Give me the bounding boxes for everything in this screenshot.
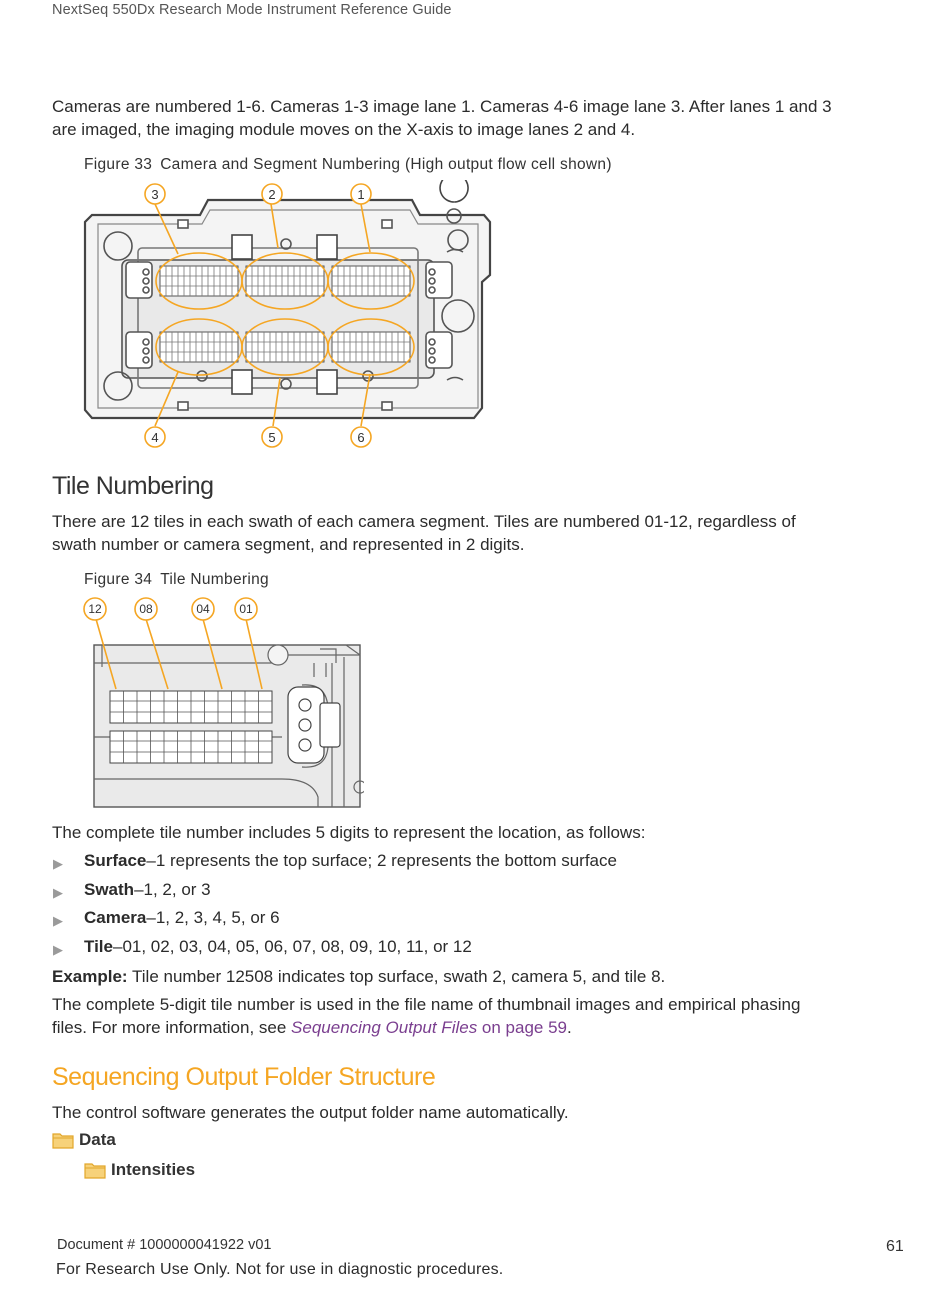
figure-33-title: Camera and Segment Numbering (High output flow cell shown) (160, 156, 612, 173)
file-name-paragraph (52, 993, 800, 1039)
running-header: NextSeq 550Dx Research Mode Instrument Reference Guide (52, 2, 452, 18)
tile-callout-04: 04 (196, 602, 210, 616)
list-item-desc: –1 represents the top surface; 2 represents the bottom surface (146, 851, 617, 870)
intro-line-1: Cameras are numbered 1-6. Cameras 1-3 image lane 1. Cameras 4-6 image lane 3. After lanes 1 and 3 (52, 97, 832, 116)
file-line-2-suffix: . (567, 1018, 572, 1037)
footer-ruo-notice: For Research Use Only. Not for use in diagnostic procedures. (56, 1261, 504, 1278)
figure-34-title: Tile Numbering (160, 571, 269, 588)
tile-numbering-section-heading (52, 472, 214, 501)
camera-callout-1: 1 (357, 187, 365, 202)
intro-line-2: are imaged, the imaging module moves on the X-axis to image lanes 2 and 4. (52, 120, 636, 139)
output-folder-text: The control software generates the output folder name automatically. (52, 1103, 569, 1122)
figure-33-caption (84, 156, 612, 174)
bullet-triangle-icon: ▶ (53, 856, 63, 871)
tile-line-2: swath number or camera segment, and represented in 2 digits. (52, 535, 525, 554)
folder-intensities-label: Intensities (111, 1160, 196, 1179)
folder-data-label: Data (79, 1130, 116, 1149)
list-item-desc: –01, 02, 03, 04, 05, 06, 07, 08, 09, 10, 11, or 12 (112, 937, 472, 957)
output-folder-heading: Sequencing Output Folder Structure (52, 1063, 436, 1091)
page-59-link[interactable]: on page 59 (477, 1018, 568, 1037)
tile-callout-01: 01 (239, 602, 253, 616)
list-item-term: Camera (84, 908, 147, 928)
intro-paragraph (52, 95, 832, 141)
figure-34-caption (84, 571, 269, 589)
list-item-desc: –1, 2, or 3 (134, 879, 211, 899)
camera-callout-2: 2 (268, 187, 276, 202)
list-item-term: Swath (84, 879, 135, 899)
tile-numbering-paragraph (52, 510, 796, 556)
list-item-term: Tile (84, 937, 113, 957)
folder-icon (84, 1162, 107, 1179)
output-folder-section-heading (52, 1063, 435, 1092)
tile-digit-list (52, 850, 617, 965)
list-item-term: Surface (84, 851, 147, 870)
folder-intensities (84, 1160, 195, 1180)
tile-numbering-diagram (82, 597, 364, 811)
example-line (52, 965, 665, 988)
tile-callout-08: 08 (139, 602, 153, 616)
folder-data (52, 1130, 116, 1150)
folder-icon (52, 1132, 75, 1149)
list-item (52, 879, 617, 908)
footer-page-number: 61 (886, 1238, 904, 1255)
footer-document-number: Document # 1000000041922 v01 (57, 1237, 272, 1253)
sequencing-output-files-link[interactable]: Sequencing Output Files (291, 1018, 478, 1037)
camera-callout-3: 3 (151, 187, 159, 202)
tile-numbering-heading: Tile Numbering (52, 472, 214, 500)
flow-cell-camera-diagram (82, 180, 494, 452)
camera-callout-6: 6 (357, 430, 365, 445)
figure-34-number: Figure 34 (84, 571, 153, 588)
file-line-1: The complete 5-digit tile number is used in the file name of thumbnail images and empirical phasing (52, 995, 801, 1014)
tile-line-1: There are 12 tiles in each swath of each camera segment. Tiles are numbered 01-12, regardless of (52, 512, 796, 531)
example-text: Tile number 12508 indicates top surface, swath 2, camera 5, and tile 8. (127, 967, 666, 986)
tile-callout-12: 12 (88, 602, 102, 616)
camera-callout-5: 5 (268, 430, 276, 445)
list-item (52, 850, 617, 879)
bullet-triangle-icon: ▶ (53, 942, 63, 958)
bullet-triangle-icon: ▶ (53, 913, 63, 929)
list-item (52, 936, 617, 965)
camera-callout-4: 4 (151, 430, 159, 445)
list-item-desc: –1, 2, 3, 4, 5, or 6 (146, 908, 280, 928)
file-line-2-prefix: files. For more information, see (52, 1018, 292, 1037)
figure-33-number: Figure 33 (84, 156, 153, 173)
complete-tile-intro: The complete tile number includes 5 digits to represent the location, as follows: (52, 823, 646, 842)
file-line-2 (52, 1016, 800, 1039)
example-label: Example: (52, 967, 128, 986)
list-item (52, 907, 617, 936)
bullet-triangle-icon: ▶ (53, 884, 63, 900)
